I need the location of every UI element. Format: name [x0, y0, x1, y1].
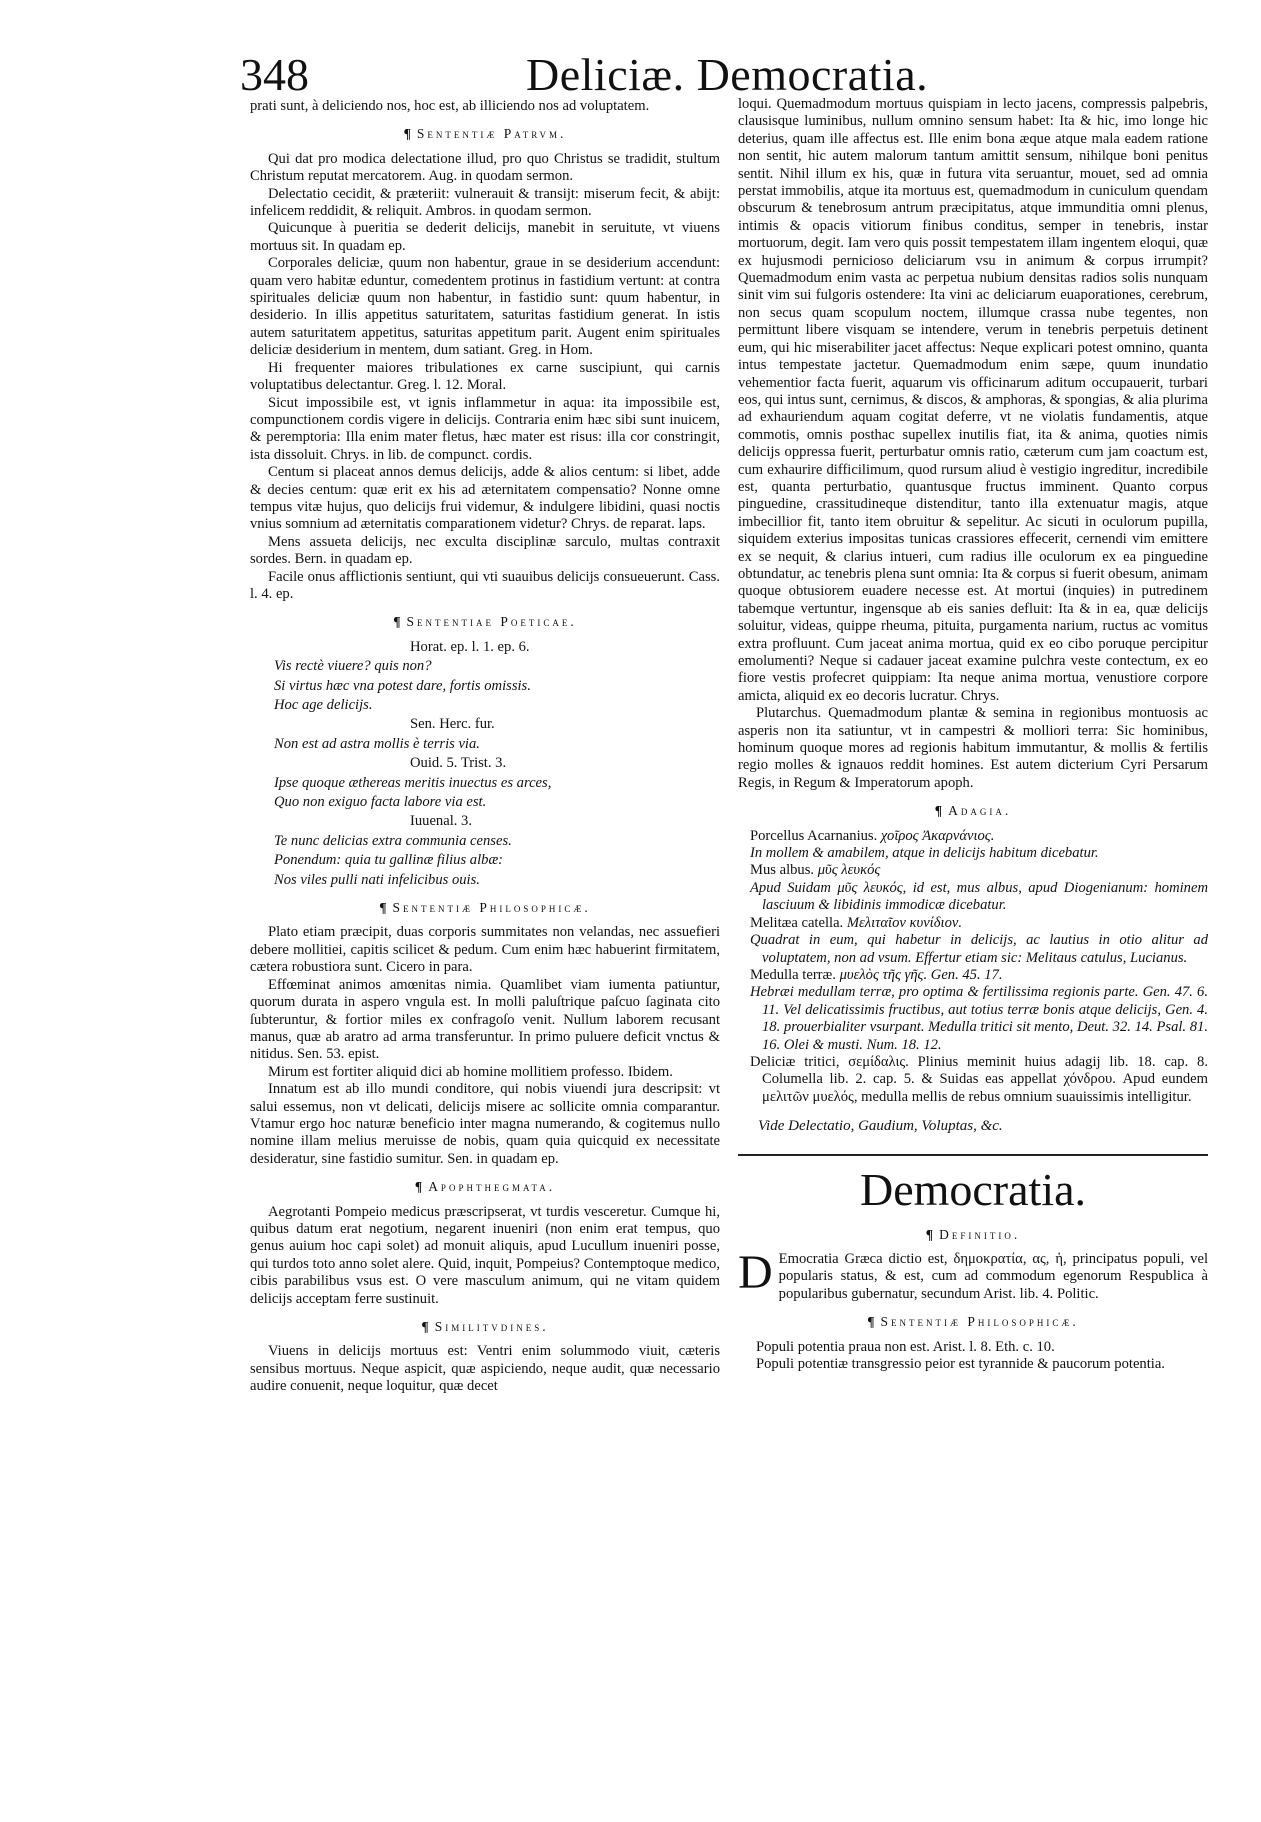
similitude-paragraph: Viuens in delicijs mortuus est: Ventri enim solummodo viuit, cæteris sensibus mortuus. Neque aspicit, quæ aspiciendo, neque audit, quæ necessario audire conuenit, neque loquitur, quæ decet	[250, 1343, 720, 1395]
section-heading-similitudines: ¶ Similitvdines.	[421, 1319, 549, 1334]
adage-entry: Medulla terræ. μυελὸς τῆς γῆς. Gen. 45. 17.	[750, 966, 1003, 983]
adage-entry: Mus albus. μῦς λευκός	[750, 862, 881, 879]
patrum-quote: Delectatio cecidit, & præteriit: vulnerauit & transijt: miserum fecit, & abijt: infelicem reddidit, & reliquit. Ambros. in quodam sermon.	[250, 185, 720, 220]
verse-line: Ponendum: quia tu gallinæ filius albæ:	[274, 852, 504, 869]
patrum-quote: Quicunque à pueritia se dederit delicijs, manebit in seruitute, vt viuens mortuus sit. In quadam ep.	[250, 220, 720, 254]
adage-entry: Apud Suidam μῦς λευκός, id est, mus albus, apud Diogenianum: hominem lasciuum & libidinis immodicæ dicebatur.	[750, 879, 1208, 914]
patrum-quote: Hi frequenter maiores tribulationes ex carne suscipiunt, qui carnis voluptatibus delectantur. Greg. l. 12. Moral.	[250, 359, 720, 394]
adage-entry: Melitæa catella. Μελιταῖον κυνίδιον.	[750, 914, 962, 931]
page-header	[240, 50, 1200, 100]
pilcrow-icon: ¶	[421, 1319, 429, 1334]
cross-reference: Vide Delectatio, Gaudium, Voluptas, &c.	[758, 1118, 1003, 1135]
pilcrow-icon: ¶	[925, 1226, 934, 1242]
patrum-quote: Centum si placeat annos demus delicijs, adde & alios centum: si libet, adde & decies centum: quæ erit ex his ad æternitatem compensatio? Nonne omne tempus vitæ hujus, quo delicijs frui videmur, & indulgere libidini, quasi noctis vnius somnium ad æternitatis comparationem videtur? Chrys. de reparat. laps.	[250, 464, 720, 533]
drop-cap: D	[738, 1245, 773, 1299]
apophthegm-paragraph: Aegrotanti Pompeio medicus præscripserat, vt turdis vesceretur. Cumque hi, quibus datum erat negotium, negarent inueniri (non enim erat tempus, quo genus auium hoc capi solet) ad monuit aliquis, apud Lucullum inueniri posse, qui turdos toto anno solet alere. Quid, inquit, Pompeius? Contemptoque medico, cibis parabilibus vsus est. O vere masculum animum, qui ne vitam quidem delicijs acceptam ferre sustinuit.	[250, 1203, 720, 1307]
pilcrow-icon: ¶	[867, 1314, 875, 1330]
adage-entry: Porcellus Acarnanius. χοῖρος Ἀκαρνάνιος.	[750, 827, 995, 844]
philosophicae-quote: Innatum est ab illo mundi conditore, qui nobis viuendi jura descripsit: vt salui essemus, non vt delicati, delicijs misere ac sollicite omnia comparantur. Vtamur ergo hoc naturæ beneficio inter magna numerando, & cogitemus nullo nomine illam melius meruisse de nobis, quam quia quicquid ex necessitate desideratur, sine fastidio sumitur. Sen. in quadam ep.	[250, 1081, 720, 1167]
right-column	[738, 96, 1208, 1373]
philosophicae-quote: Effœminat animos amœnitas nimia. Quamlibet viam iumenta patiuntur, quorum durata in aspero vngula est. In molli paluſtrique paſcuo ſaginata cito ſubteruntur, & fortior miles ex confragoſo venit. Nullum laborem recusant manus, quæ ab aratro ad arma transferuntur. In primo puluere deficit vnctus & nitidus. Sen. 53. epist.	[250, 976, 720, 1063]
philosophicae-quote: Populi potentiæ transgressio peior est tyrannide & paucorum potentia.	[756, 1356, 1165, 1372]
verse-line: Nos viles pulli nati infelicibus ouis.	[274, 871, 480, 888]
patrum-quote: Sicut impossibile est, vt ignis inflammetur in aqua: ita impossibile est, compunctionem cordis vigere in delicijs. Contraria enim hæc sibi sunt inuicem, & peremptoria: Illa enim mater fletus, hæc mater est risus: illa cor constringit, ista dissoluit. Chrys. in lib. de compunct. cordis.	[250, 394, 720, 463]
section-heading-philosophicae: ¶ Sententiæ Philosophicæ.	[379, 900, 591, 916]
entry-title: Democratia.	[859, 1163, 1087, 1215]
section-heading-apophthegmata: ¶ Apophthegmata.	[414, 1179, 556, 1195]
adage-entry: Hebræi medullam terræ, pro optima & fertilissima regionis parte. Gen. 47. 6. 11. Vel delicatissimis fructibus, aut totius terræ bonis atque delicijs, Gen. 4. 18. prouerbialiter vsurpant. Medulla tritici sit mento, Deut. 32. 14. Psal. 81. 16. Olei & musti. Num. 18. 12.	[750, 984, 1208, 1053]
verse-source: Sen. Herc. fur.	[410, 716, 495, 733]
intro-paragraph: prati sunt, à deliciendo nos, hoc est, ab illiciendo nos ad voluptatem.	[250, 98, 650, 114]
pilcrow-icon: ¶	[403, 126, 411, 142]
section-divider	[738, 1154, 1208, 1156]
verse-line: Non est ad astra mollis è terris via.	[274, 735, 480, 752]
verse-source: Horat. ep. l. 1. ep. 6.	[410, 638, 530, 655]
pilcrow-icon: ¶	[393, 614, 401, 630]
patrum-quote: Qui dat pro modica delectatione illud, pro quo Christus se tradidit, stultum Christum reputat mercatorem. Aug. in quodam sermon.	[250, 150, 720, 185]
adage-entry: Deliciæ tritici, σεμίδαλις. Plinius meminit huius adagij lib. 18. cap. 8. Columella lib. 2. cap. 5. & Suidas eas appellat χόνδρου. Apud eundem μελιτῶν μυελός, medulla mellis de rebus omnium suauissimis intelligitur.	[750, 1053, 1208, 1105]
verse-line: Si virtus hæc vna potest dare, fortis omissis.	[274, 677, 531, 694]
verse-source: Iuuenal. 3.	[410, 813, 473, 830]
section-heading-patrum: ¶ Sententiæ Patrvm.	[403, 126, 567, 142]
pilcrow-icon: ¶	[379, 900, 387, 916]
verse-line: Vis rectè viuere? quis non?	[274, 658, 432, 675]
patrum-quote: Corporales deliciæ, quum non habentur, graue in se desiderium accendunt: quam vero habitæ eduntur, comedentem protinus in fastidium vertunt: at contra spirituales deliciæ quum non habentur, in fastidio sunt: quum habentur, in desiderio. In illis appetitus saturitatem, saturitas fastidium generat. In istis autem saturitatem appetitus, saturitas appetitum parit. Augent enim spirituales deliciæ desiderium in mentem, dum satiant. Greg. in Hom.	[250, 255, 720, 359]
continued-paragraph: loqui. Quemadmodum mortuus quispiam in lecto jacens, compressis palpebris, clausisque luminibus, nullum omnino sensum habet: Ita & hic, imo longe hic deterius, quam ille affectus est. Ille enim bona æque atque mala eadem ratione non sentit, hic autem malorum tantum amittit sensum, nihilque boni penitus sentit. Nihil illum ex his, quæ in futura vita seruantur, mouet, sed ad omnia perstat immobilis, atque ita mortuus est, quemadmodum in cuniculum quendam obscurum & tenebrosum antrum præcipitatus, atque immunditia omni plenus, intimis & opacis vitiorum finibus conditus, semper in tenebris, instar mortuorum, degit. Iam vero quis possit tempestatem illam ingentem eloqui, quæ ex hujusmodi pernicioso deliciarum vsu in animum & corpus irrumpit? Quemadmodum enim vasta ac perpetua nubium densitas radios solis nunquam sinit vim sui fulgoris ostendere: Ita vini ac deliciarum euaporationes, cerebrum, non secus quam scopulum noctem, illumque crassa nube tegentes, non permittunt libere visquam se intendere, verum in tenebris perpetuis detinent eum, qui hic miserabiliter jacet affectus: Neque explicari potest omnino, quanta intus tempestate jactetur. Quemadmodum enim sæpe, quum inundatio vehementior facta fuerit, aquarum vis officinarum aditum occupauerit, turbari eos, qui intus sunt, cernimus, & discos, & amphoras, & spongias, & alia plurima ad exhauriendum aquam cogitat deferre, vt ne violatis fundamentis, atque commotis, omnis posthac supellex inutilis fiat, ita & anima, quoties nimis delicijs oppressa fuerit, perturbatur omnis ratio, cæterum cum jam coactum est, cum exhaurire difficilimum, quod rursum aliud è vestigio ingreditur, incredibile est, quanta perturbatio, quantusque fructus imminent. Quanto corpus pinguedine, crassitudineque distenditur, tanto illa extenuatur magis, atque imbecillior fit, tanto item obruitur & sepelitur. Ac sicuti in oculorum pupilla, siquidem exterius impositas tunicas crassiores effecerit, cernendi vim emittere ex se nequit, & clarius intueri, cum radius ille oculorum ex ea pinguedine obtundatur, ac tenebris plena sunt omnia: Ita & corpus si fuerit obesum, animam quoque obtusiorem euadere necesse est. At mortui (inquies) in putredinem tabemque vertuntur, ingensque ab eis sanies defluit: Ita & in ea, quæ delicijs soluitur, videas, quippe rheuma, pituita, purgamenta narium, ructus ac vomitus extra profluunt. Cum jaceat anima mortua, quid ex eo cibo poruque percipitur emolumenti? Neque si cadauer jaceat examine pulchra veste contectum, ex eo fiore vestis profecret quippiam: Ita neque anima mortua, venustiore corpore amicta, aliquid ex eo decoris lucratur. Chrys.	[738, 96, 1208, 704]
patrum-quote: Facile onus afflictionis sentiunt, qui vti suauibus delicijs consueuerunt. Cass. l. 4. ep.	[250, 568, 720, 602]
verse-line: Hoc age delicijs.	[274, 697, 373, 713]
philosophicae-quote: Populi potentia praua non est. Arist. l. 8. Eth. c. 10.	[756, 1338, 1055, 1355]
verse-source: Ouid. 5. Trist. 3.	[410, 755, 507, 772]
plutarch-paragraph: Plutarchus. Quemadmodum plantæ & semina in regionibus montuosis ac asperis non ita satiuntur, vt in campestri & molliori terra: Sic hominibus, hominum quoque mores ad regionis habitum immutantur, & mollis & fertilis regio molles & ignauos reddit homines. Est autem dicterium Cyri Persarum Regis, in Regum & Imperatorum apoph.	[738, 705, 1208, 791]
section-heading-adagia: ¶ Adagia.	[934, 803, 1012, 819]
section-heading-philosophicae-2: ¶ Sententiæ Philosophicæ.	[867, 1314, 1079, 1330]
verse-line: Ipse quoque æthereas meritis inuectus es arces,	[274, 774, 552, 791]
adage-entry: In mollem & amabilem, atque in delicijs habitum dicebatur.	[750, 845, 1099, 862]
philosophicae-quote: Mirum est fortiter aliquid dici ab homine mollitiem professo. Ibidem.	[268, 1063, 673, 1080]
adagia-list	[738, 828, 1208, 1107]
page-number: 348	[240, 49, 309, 100]
philosophicae-quote: Plato etiam præcipit, duas corporis summitates non velandas, nec assuefieri debere mollitiei, capitis scilicet & pedum. Cum enim hæc habuerint firmitatem, cætera robustiora sunt. Cicero in para.	[250, 924, 720, 976]
left-column	[250, 98, 720, 1396]
verse-line: Quo non exiguo facta labore via est.	[274, 794, 487, 811]
definition-paragraph: D Emocratia Græca dictio est, δημοκρατία, ας, ἡ, principatus populi, vel popularis status, & est, cum ad commodum egenorum Respublica à popularibus gubernatur, secundum Arist. lib. 4. Politic.	[738, 1245, 1208, 1302]
pilcrow-icon: ¶	[414, 1179, 423, 1195]
adage-entry: Quadrat in eum, qui habetur in delicijs, ac lautius in otio alitur ad voluptatem, non ad vsum. Effertur etiam sic: Melitaus catulus, Lucianus.	[750, 932, 1208, 966]
running-title: Deliciæ. Democratia.	[526, 49, 929, 100]
patrum-quote: Mens assueta delicijs, nec exculta disciplinæ sarculo, multas contraxit sordes. Bern. in quadam ep.	[250, 533, 720, 568]
section-heading-poeticae: ¶ Sententiae Poeticae.	[393, 614, 577, 630]
pilcrow-icon: ¶	[934, 803, 943, 819]
section-heading-definitio: ¶ Definitio.	[925, 1226, 1021, 1242]
verse-line: Te nunc delicias extra communia censes.	[274, 832, 512, 849]
